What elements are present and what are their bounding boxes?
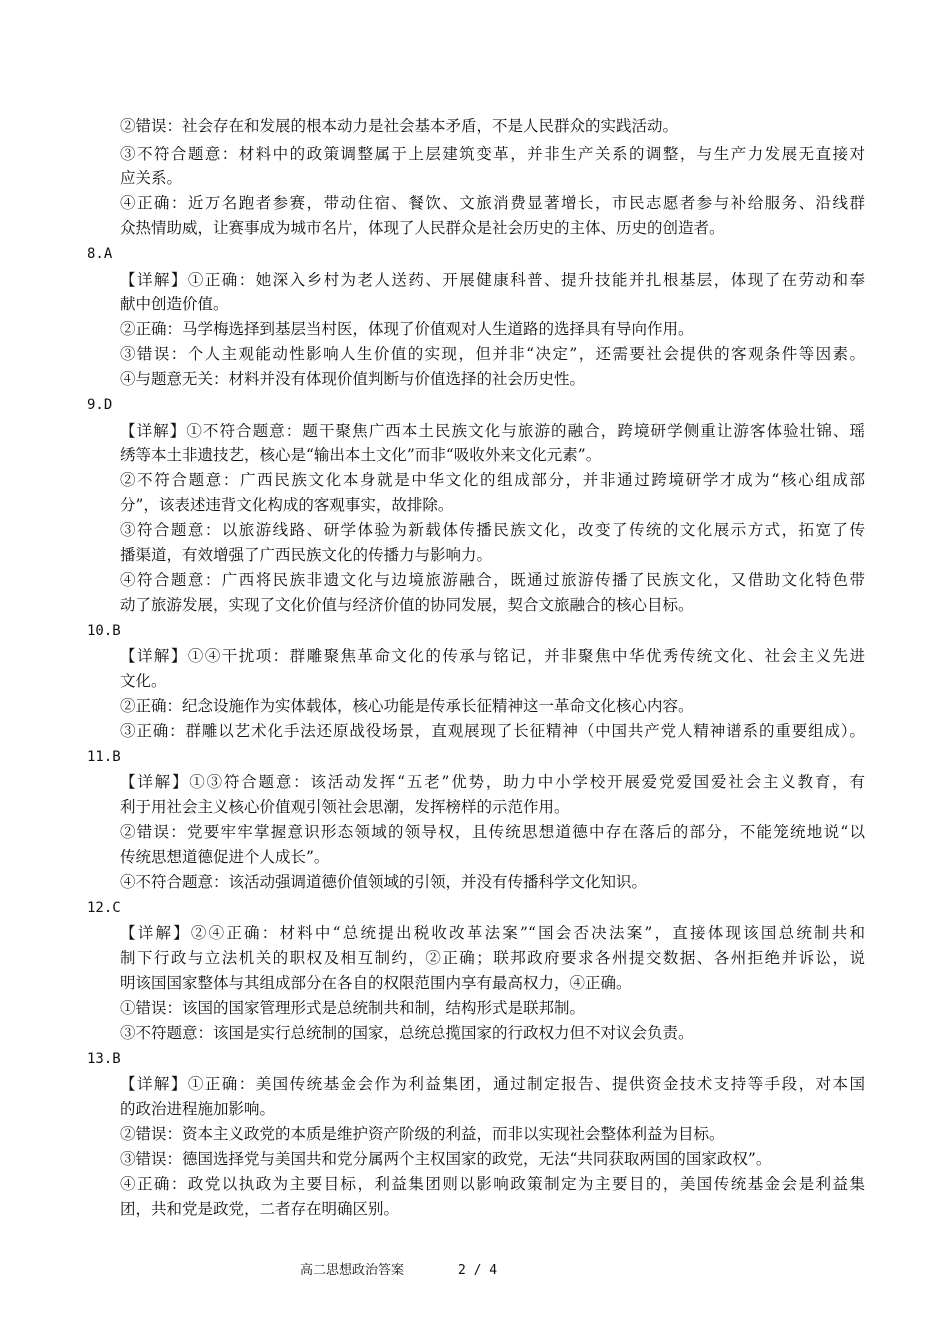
text-line: 众热情助威，让赛事成为城市名片，体现了人民群众是社会历史的主体、历史的创造者。 <box>120 219 725 237</box>
text-line: ④与题意无关：材料并没有体现价值判断与价值选择的社会历史性。 <box>120 370 586 388</box>
question-number: 9.D <box>87 397 113 413</box>
question-number: 12.C <box>87 900 121 916</box>
text-line: ③错误：德国选择党与美国共和党分属两个主权国家的政党，无法“共同获取两国的国家政权”。 <box>120 1150 772 1168</box>
text-line: ②正确：纪念设施作为实体载体，核心功能是传承长征精神这一革命文化核心内容。 <box>120 697 694 715</box>
text-line: ③不符题意：该国是实行总统制的国家，总统总揽国家的行政权力但不对议会负责。 <box>120 1024 694 1042</box>
text-line: ④正确：近万名跑者参赛，带动住宿、餐饮、文旅消费显著增长，市民志愿者参与补给服务、沿线群 <box>120 194 865 212</box>
text-line: ④正确：政党以执政为主要目标，利益集团则以影响政策制定为主要目的，美国传统基金会是利益集 <box>120 1175 865 1193</box>
text-line: ③不符合题意：材料中的政策调整属于上层建筑变革，并非生产关系的调整，与生产力发展无直接对 <box>120 145 865 163</box>
text-line: ②错误：资本主义政党的本质是维护资产阶级的利益，而非以实现社会整体利益为目标。 <box>120 1125 725 1143</box>
text-line: 文化。 <box>120 672 167 690</box>
text-line: 播渠道，有效增强了广西民族文化的传播力与影响力。 <box>120 546 493 564</box>
text-line: 的政治进程施加影响。 <box>120 1100 276 1118</box>
text-line: 团，共和党是政党，二者存在明确区别。 <box>120 1200 400 1218</box>
text-line: ④不符合题意：该活动强调道德价值领域的引领，并没有传播科学文化知识。 <box>120 873 648 891</box>
question-number: 13.B <box>87 1051 121 1067</box>
question-number: 8.A <box>87 246 113 262</box>
text-line: 【详解】②④正确：材料中“总统提出税收改革法案”“国会否决法案”，直接体现该国总统制共和 <box>120 924 865 942</box>
text-line: ②正确：马学梅选择到基层当村医，体现了价值观对人生道路的选择具有导向作用。 <box>120 320 694 338</box>
text-line: 【详解】①④干扰项：群雕聚焦革命文化的传承与铭记，并非聚焦中华优秀传统文化、社会主义先进 <box>120 647 865 665</box>
text-line: 献中创造价值。 <box>120 295 229 313</box>
text-line: 传统思想道德促进个人成长”。 <box>120 848 330 866</box>
question-number: 11.B <box>87 749 121 765</box>
text-line: 明该国国家整体与其组成部分在各自的权限范围内享有最高权力，④正确。 <box>120 974 632 992</box>
text-line: ③错误：个人主观能动性影响人生价值的实现，但并非“决定”，还需要社会提供的客观条件等因素。 <box>120 345 865 363</box>
text-line: 利于用社会主义核心价值观引领社会思潮，发挥榜样的示范作用。 <box>120 798 570 816</box>
text-line: 分”，该表述违背文化构成的客观事实，故排除。 <box>120 496 454 514</box>
text-line: ③正确：群雕以艺术化手法还原战役场景，直观展现了长征精神（中国共产党人精神谱系的重要组成）。 <box>120 722 865 740</box>
question-number: 10.B <box>87 623 121 639</box>
text-line: 【详解】①③符合题意：该活动发挥“五老”优势，助力中小学校开展爱党爱国爱社会主义教育，有 <box>120 773 865 791</box>
text-line: ③符合题意：以旅游线路、研学体验为新载体传播民族文化，改变了传统的文化展示方式，拓宽了传 <box>120 521 865 539</box>
text-line: 应关系。 <box>120 169 183 187</box>
text-line: 制下行政与立法机关的职权及相互制约，②正确；联邦政府要求各州提交数据、各州拒绝并诉讼，说 <box>120 949 865 967</box>
text-line: ④符合题意：广西将民族非遗文化与边境旅游融合，既通过旅游传播了民族文化，又借助文化特色带 <box>120 571 865 589</box>
text-line: 动了旅游发展，实现了文化价值与经济价值的协同发展，契合文旅融合的核心目标。 <box>120 596 694 614</box>
text-line: ②错误：社会存在和发展的根本动力是社会基本矛盾，不是人民群众的实践活动。 <box>120 117 679 135</box>
page-number: 2 / 4 <box>458 1263 498 1278</box>
text-line: ②错误：党要牢牢掌握意识形态领域的领导权，且传统思想道德中存在落后的部分，不能笼统地说“以 <box>120 823 865 841</box>
text-line: 【详解】①不符合题意：题干聚焦广西本土民族文化与旅游的融合，跨境研学侧重让游客体验壮锦、瑶 <box>120 422 865 440</box>
text-line: 绣等本土非遗技艺，核心是“输出本土文化”而非“吸收外来文化元素”。 <box>120 446 602 464</box>
text-line: 【详解】①正确：美国传统基金会作为利益集团，通过制定报告、提供资金技术支持等手段，对本国 <box>120 1075 865 1093</box>
text-line: ①错误：该国的国家管理形式是总统制共和制，结构形式是联邦制。 <box>120 999 586 1017</box>
text-line: 【详解】①正确：她深入乡村为老人送药、开展健康科普、提升技能并扎根基层，体现了在劳动和奉 <box>120 271 865 289</box>
footer-title: 高二思想政治答案 <box>300 1263 405 1278</box>
text-line: ②不符合题意：广西民族文化本身就是中华文化的组成部分，并非通过跨境研学才成为“核心组成部 <box>120 471 865 489</box>
